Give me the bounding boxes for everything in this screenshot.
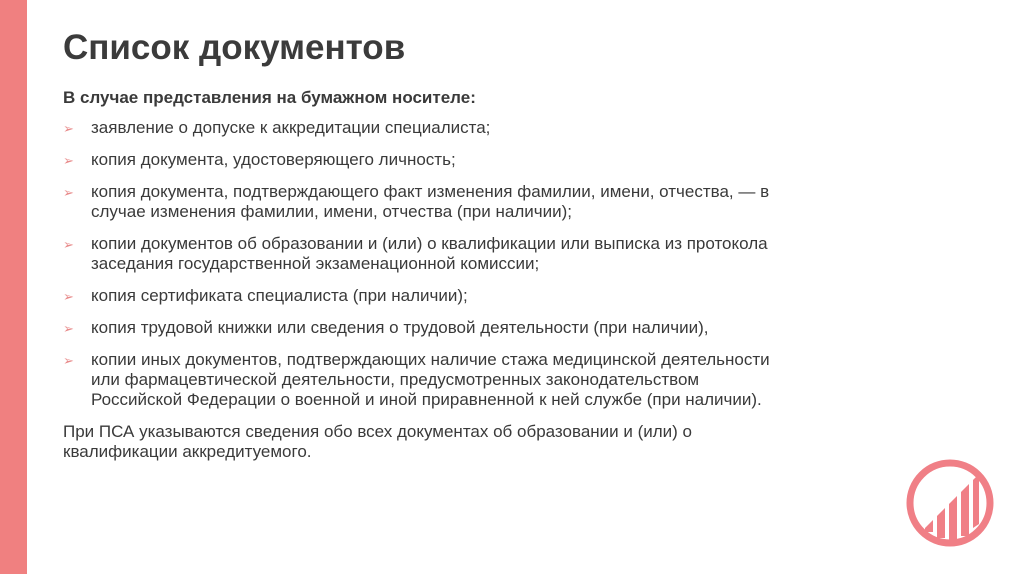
- list-item: ➢ копии документов об образовании и (или) о квалификации или выписка из протокола заседания государственной экзаменационной комиссии;: [63, 234, 768, 273]
- arrow-bullet-icon: ➢: [63, 185, 74, 200]
- page-title: Список документов: [63, 28, 406, 67]
- list-item: ➢ копия документа, подтверждающего факт изменения фамилии, имени, отчества, — в случае изменения фамилии, имени, отчества (при наличии);: [63, 182, 770, 221]
- arrow-bullet-icon: ➢: [63, 321, 74, 336]
- logo-bar-1: [925, 520, 933, 532]
- arrow-bullet-icon: ➢: [63, 153, 74, 168]
- logo-bar-2: [937, 508, 945, 538]
- left-accent-bar: [0, 0, 27, 574]
- document-list: [63, 118, 943, 410]
- document-content: [63, 88, 943, 462]
- list-item: ➢ заявление о допуске к аккредитации специалиста;: [63, 118, 491, 137]
- footer-note: При ПСА указываются сведения обо всех документах об образовании и (или) о квалификации аккредитуемого.: [63, 422, 693, 461]
- arrow-bullet-icon: ➢: [63, 289, 74, 304]
- logo-bar-5: [973, 474, 979, 528]
- logo-bars: [925, 474, 979, 540]
- section-subtitle: В случае представления на бумажном носителе:: [63, 88, 476, 107]
- arrow-bullet-icon: ➢: [63, 353, 74, 368]
- list-item: ➢ копии иных документов, подтверждающих наличие стажа медицинской деятельности или фармацевтической деятельности, предусмотренных законодательством Российской Федерации о военной и иной приравненной к ней службе (при наличии).: [63, 350, 770, 409]
- logo-bar-4: [961, 484, 969, 536]
- list-item: ➢ копия документа, удостоверяющего личность;: [63, 150, 456, 169]
- logo-bar-3: [949, 496, 957, 540]
- list-item: ➢ копия трудовой книжки или сведения о трудовой деятельности (при наличии),: [63, 318, 709, 337]
- list-item: ➢ копия сертификата специалиста (при наличии);: [63, 286, 468, 305]
- growth-chart-logo-icon: [905, 458, 995, 548]
- arrow-bullet-icon: ➢: [63, 237, 74, 252]
- arrow-bullet-icon: ➢: [63, 121, 74, 136]
